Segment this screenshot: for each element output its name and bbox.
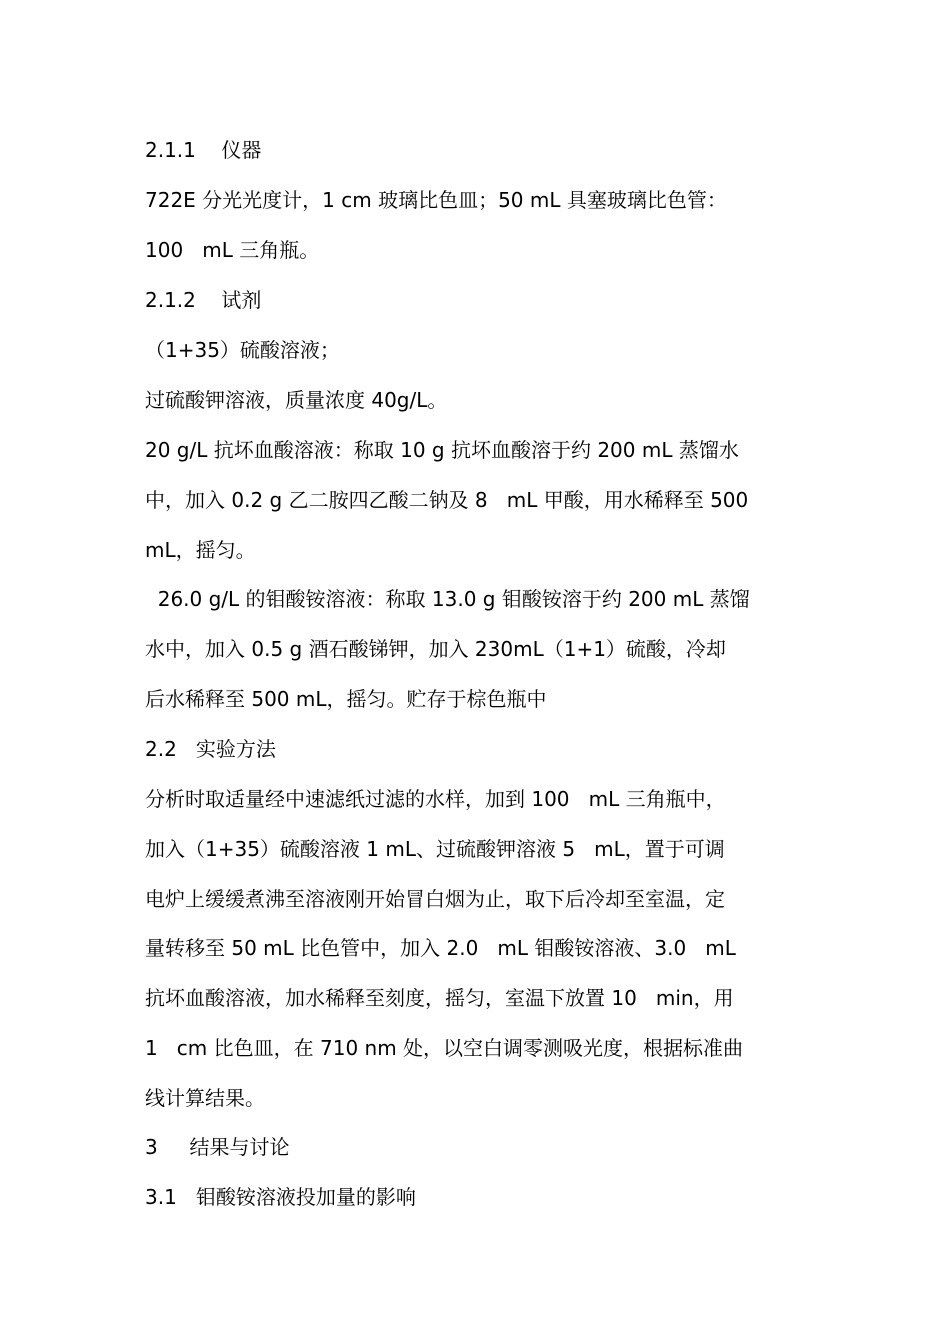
heading-2-2: 2.2 实验方法 xyxy=(145,737,276,761)
paragraph-line: 水中，加入 0.5 g 酒石酸锑钾，加入 230mL（1+1）硫酸，冷却 xyxy=(145,637,726,661)
paragraph-line: mL，摇匀。 xyxy=(145,538,256,562)
paragraph-line: 量转移至 50 mL 比色管中，加入 2.0 mL 钼酸铵溶液、3.0 mL xyxy=(145,936,736,960)
paragraph-line: 加入（1+35）硫酸溶液 1 mL、过硫酸钾溶液 5 mL，置于可调 xyxy=(145,837,725,861)
paragraph-line: 抗坏血酸溶液，加水稀释至刻度，摇匀，室温下放置 10 min，用 xyxy=(145,986,734,1010)
paragraph-line: 分析时取适量经中速滤纸过滤的水样，加到 100 mL 三角瓶中， xyxy=(145,787,726,811)
heading-2-1-2: 2.1.2 试剂 xyxy=(145,288,262,312)
paragraph-line: 中，加入 0.2 g 乙二胺四乙酸二钠及 8 mL 甲酸，用水稀释至 500 xyxy=(145,488,749,512)
paragraph-line: 20 g/L 抗坏血酸溶液：称取 10 g 抗坏血酸溶于约 200 mL 蒸馏水 xyxy=(145,438,739,462)
paragraph-line: 722E 分光光度计，1 cm 玻璃比色皿；50 mL 具塞玻璃比色管： xyxy=(145,188,727,212)
heading-2-1-1: 2.1.1 仪器 xyxy=(145,138,262,162)
heading-3: 3 结果与讨论 xyxy=(145,1135,290,1159)
paragraph-line: 26.0 g/L 的钼酸铵溶液：称取 13.0 g 钼酸铵溶于约 200 mL 蒸馏 xyxy=(145,587,750,611)
paragraph-line: 100 mL 三角瓶。 xyxy=(145,238,320,262)
paragraph-line: 过硫酸钾溶液，质量浓度 40g/L。 xyxy=(145,388,448,412)
paragraph-line: 1 cm 比色皿，在 710 nm 处，以空白调零测吸光度，根据标准曲 xyxy=(145,1036,744,1060)
paragraph-line: 后水稀释至 500 mL，摇匀。贮存于棕色瓶中 xyxy=(145,687,547,711)
paragraph-line: 电炉上缓缓煮沸至溶液刚开始冒白烟为止，取下后冷却至室温，定 xyxy=(145,887,725,911)
paragraph-line: 线计算结果。 xyxy=(145,1086,265,1110)
paragraph-line: （1+35）硫酸溶液； xyxy=(145,338,340,362)
heading-3-1: 3.1 钼酸铵溶液投加量的影响 xyxy=(145,1185,416,1209)
